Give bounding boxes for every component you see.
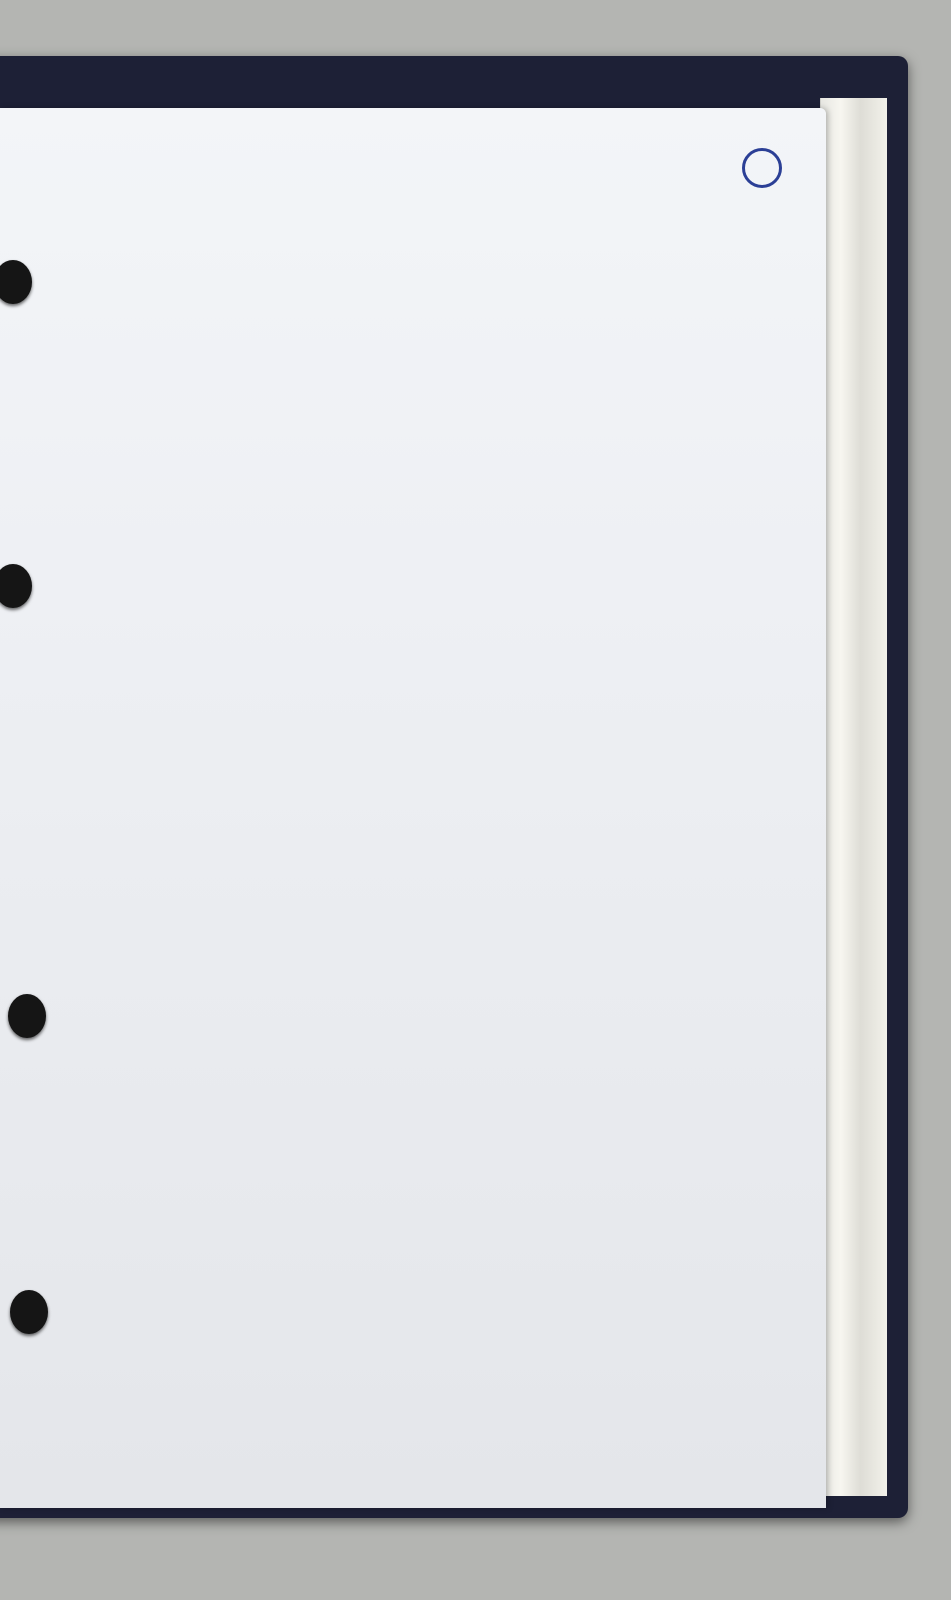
page-stack-edge: [820, 98, 887, 1496]
binder-ring-hole: [0, 260, 32, 304]
binder-ring-hole: [0, 564, 32, 608]
document-page: [0, 108, 826, 1508]
binder-ring-hole: [10, 1290, 48, 1334]
binder-ring-hole: [8, 994, 46, 1038]
vw-logo-icon: [742, 148, 782, 188]
